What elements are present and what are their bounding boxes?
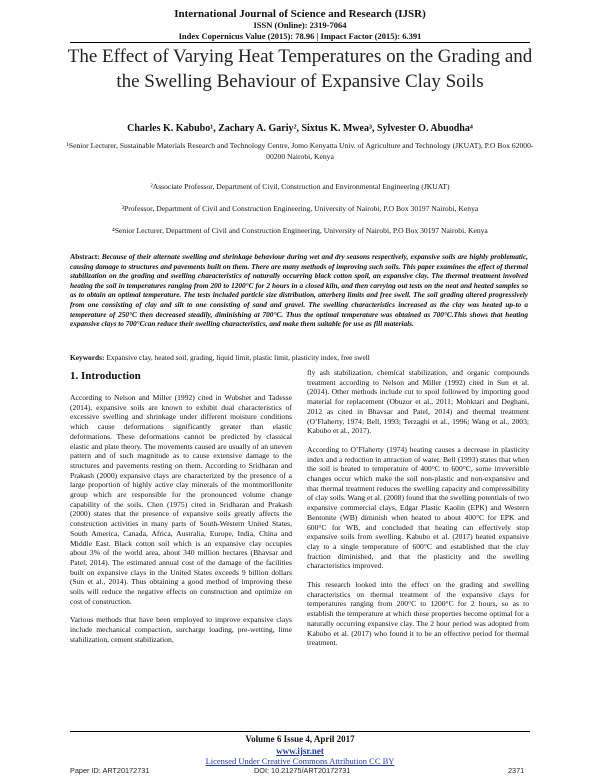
affiliation-1: ¹Senior Lecturer, Sustainable Materials Research and Technology Centre, Jomo Kenyatta Univ. of Agriculture and Technology (JKUAT), P.O Box 62000-00200 Nairobi, Kenya xyxy=(66,141,534,161)
journal-name: International Journal of Science and Research (IJSR) xyxy=(174,8,426,20)
left-column xyxy=(70,393,292,654)
index-impact: Index Copernicus Value (2015): 78.96 | Impact Factor (2015): 6.391 xyxy=(178,31,422,41)
right-column xyxy=(307,368,529,657)
issn: ISSN (Online): 2319-7064 xyxy=(253,20,347,30)
section-heading-introduction: 1. Introduction xyxy=(70,370,141,382)
paper-id: Paper ID: ART20172731 xyxy=(70,766,150,775)
footer-divider xyxy=(70,731,530,732)
header-divider xyxy=(70,42,530,43)
authors: Charles K. Kabubo¹, Zachary A. Gariy², Sixtus K. Mwea³, Sylvester O. Abuodha⁴ xyxy=(127,123,473,134)
keywords xyxy=(70,353,528,363)
license-link[interactable]: Licensed Under Creative Commons Attribution CC BY xyxy=(205,756,395,766)
journal-website-link[interactable]: www.ijsr.net xyxy=(276,746,324,756)
page-number: 2371 xyxy=(508,766,525,775)
paragraph: fly ash stabilization, chemical stabilization, and organic compounds treatment according to Nelson and Miller (1992) cited in Sun et al. (2014). Other methods include cut to spoil followed by importing good material for replacement (Obuzor et al., 2011; Mohktari and Deghani, 2012 as cited in Bhavsar and Patel, 2014) and thermal treatment (O’Flaherty, 1974; Bell, 1993; Terzaghi et al., 1996; Wang et al., 2003; Kabubo et al., 2017). xyxy=(307,368,529,436)
abstract-label: Abstract: xyxy=(70,252,100,261)
affiliation-4: ⁴Senior Lecturer, Department of Civil and Construction Engineering, University of Nairobi, P.O Box 30197 Nairobi, Kenya xyxy=(112,226,488,235)
footer-bar xyxy=(0,764,600,776)
affiliation-3: ³Professor, Department of Civil and Construction Engineering, University of Nairobi, P.O Box 30197 Nairobi, Kenya xyxy=(121,204,479,213)
paragraph: According to O’Flaherty (1974) heating causes a decrease in plasticity index and a reduction in attraction of water. Bell (1993) states that when the soil is heated to temperature of 400°C to 600°C, some irreversible changes occur which make the soil non-plastic and non-expansive and that thermal treatment reduces the swelling capacity and compressibility of clay soils. Wang et al. (2008) found that the swelling potentials of two expansive commercial clays, Edgar Plastic Kaolin (EPK) and Western Bentonite (WB) diminish when heated to about 400°C for EPK and 600°C for WB, and concluded that heating can effectively stop expansive soils from swelling. Kabubo et al. (2017) heated expansive clay to a single temperature of 600°C and established that the clay fraction diminished, and that the plasticity and the swelling characteristics improved. xyxy=(307,444,529,571)
abstract-text: Because of their alternate swelling and shrinkage behaviour during wet and dry seasons respectively, expansive soils are highly problematic, causing damage to structures and pavements built on them. There are many methods of improving such soils. This paper examines the effect of thermal stabilization on the grading and swelling characteristics of naturally occurring black cotton spoil, an expansive clay. The thermal treatment involved heating the soil in temperatures ranging from 200 to 1200°C for 2 hours in a closed kiln, and then carrying out tests on the neat and heated samples so as to obtain an optimal temperature. The tests included particle size distribution, atterberg limits and free swell. The soil grading altered progressively from one consisting of clay and silt to one consisting of sand and gravel. The swelling characteristics increased as the clay was heated up-to a temperature of 250°C then decreased steadily, diminishing at 700°C. Thus the optimal temperature was obtained as 700°C.This shows that heating expansive clays to 700°Ccan reduce their swelling characteristics, and make them suitable for use as fill materials. xyxy=(70,252,529,329)
volume-issue: Volume 6 Issue 4, April 2017 xyxy=(245,734,355,744)
paper-title: The Effect of Varying Heat Temperatures on the Grading and the Swelling Behaviour of Expansive Clay Soils xyxy=(67,46,533,92)
keywords-text: Expansive clay, heated soil, grading, liquid limit, plastic limit, plasticity index, free swell xyxy=(106,353,370,362)
paragraph: According to Nelson and Miller (1992) cited in Wubshet and Tadesse (2014), expansive soils are known to exhibit dual characteristics of excessive swelling and shrinkage under different moisture conditions which cause deformations significantly greater than elastic deformations. These deformations cannot be predicted by classical elastic and plate theory. The movements caused are usually of an uneven pattern and of such magnitude as to cause extensive damage to the structures and pavements resting on them. According to Sridharan and Prakash (2000) expansive clays are characterized by the presence of a large proportion of highly active clay minerals of the montmorillonite group which are responsible for the pronounced volume change capability of the soils. Chen (1975) cited in Sridharan and Prakash (2000) states that the presence of expansive soils greatly affects the construction activities in many parts of South-Western United States, South America, Canada, Africa, Australia, Europe, India, China and Middle East. Black cotton soil which is an expansive clay occupies about 3% of the world area, about 340 million hectares (Bhavsar and Patel, 2014). The estimated annual cost of the damage of the facilities built on expansive clays in the United States exceeds 9 billion dollars (Sun et al., 2014). Thus obtaining a good method of improving these soils will reduce the negative effects on construction and optimize on cost of construction. xyxy=(70,393,292,606)
abstract xyxy=(70,252,528,329)
paragraph: This research looked into the effect on the grading and swelling characteristics on thermal treatment of the expansive clays for temperatures ranging from 200°C to 1200°C for 2 hours, so as to establish the temperature at which these properties become optimal for a naturally occurring expansive clay. The 2 hour period was adopted from Kabubo et al. (2017) who found it to be an effective period for thermal treatment. xyxy=(307,580,529,648)
affiliation-2: ²Associate Professor, Department of Civil, Construction and Environmental Engineering (JKUAT) xyxy=(150,182,450,191)
doi: DOI: 10.21275/ART20172731 xyxy=(254,766,351,775)
keywords-label: Keywords: xyxy=(70,353,105,362)
paragraph: Various methods that have been employed to improve expansive clays include mechanical compaction, surcharge loading, pre-wetting, lime stabilization, cement stabilization, xyxy=(70,615,292,644)
